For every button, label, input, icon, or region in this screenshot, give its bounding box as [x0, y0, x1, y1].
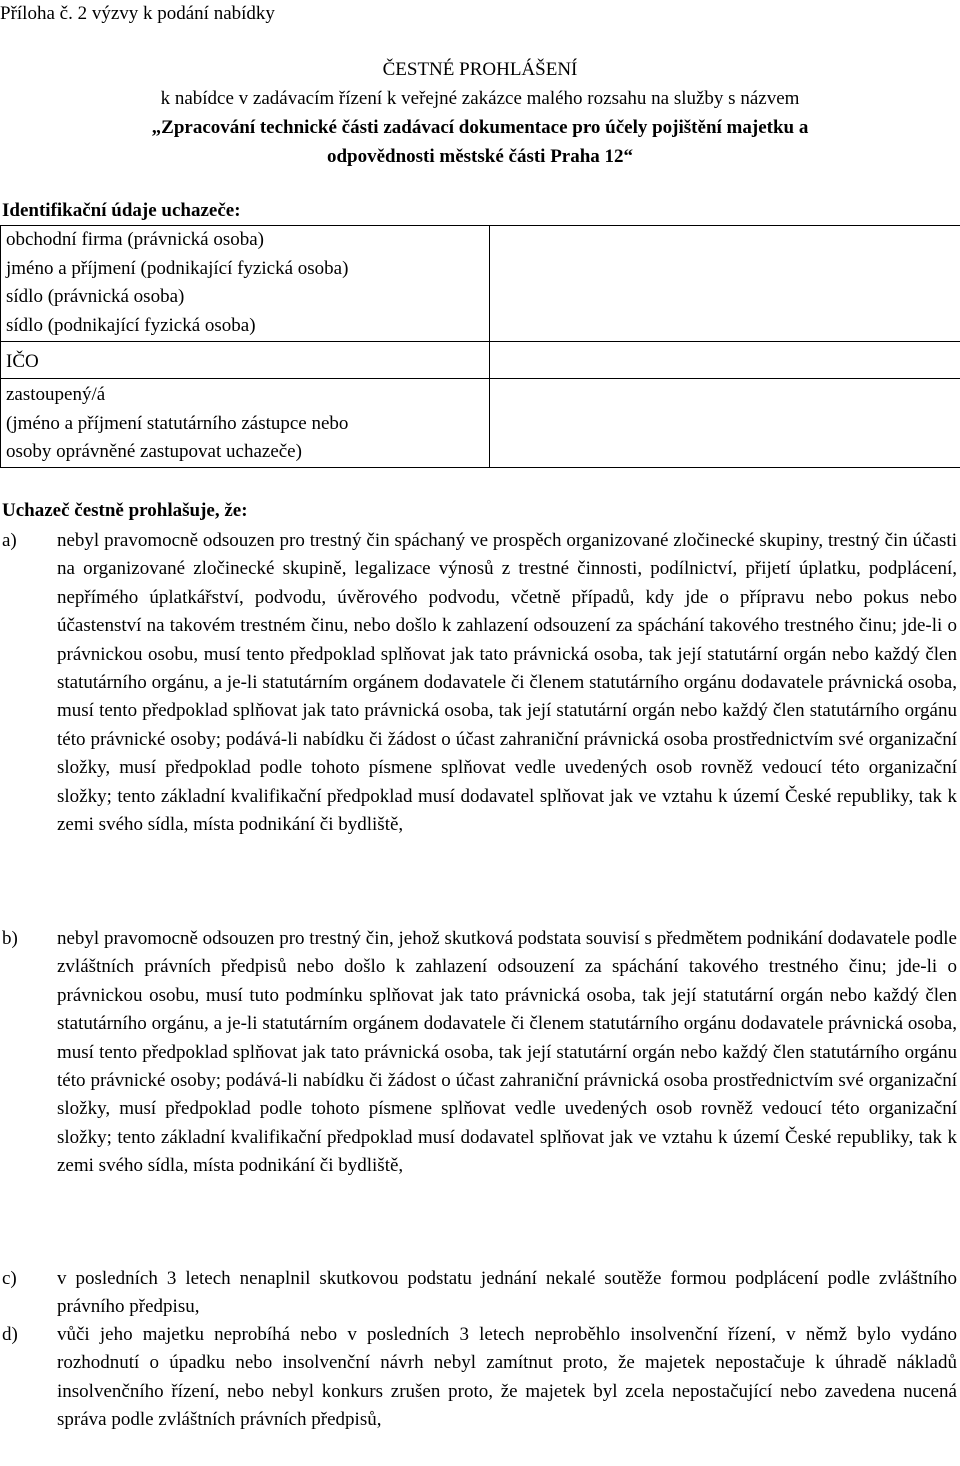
table-row — [1, 379, 960, 468]
contract-subject-line-1: „Zpracování technické části zadávací dokumentace pro účely pojištění majetku a — [151, 117, 809, 138]
document-title: ČESTNÉ PROHLÁŠENÍ — [382, 59, 578, 80]
item-letter: d) — [2, 1324, 18, 1345]
contract-subject-line-2: odpovědnosti městské části Praha 12“ — [326, 146, 634, 167]
table-label-cell — [1, 342, 490, 379]
item-letter: a) — [2, 530, 17, 551]
declaration-item-d — [0, 1321, 960, 1435]
declaration-item-a — [0, 527, 960, 839]
table-value-cell-ico[interactable] — [490, 342, 960, 379]
document-subtitle: k nabídce v zadávacím řízení k veřejné zakázce malého rozsahu na služby s názvem — [160, 88, 800, 109]
item-text: nebyl pravomocně odsouzen pro trestný čin, jehož skutková podstata souvisí s předmětem podnikání dodavatele podle zvláštních právních předpisů nebo došlo k zahlazení odsouzení za spáchání takového trestného činu; jde-li o právnickou osobu, musí tuto podmínku splňovat jak tato právnická osoba, tak její statutární orgán nebo každý člen statutárního orgánu, a je-li statutárním orgánem dodavatele či členem statutárního orgánu dodavatele právnická osoba, musí tento předpoklad splňovat jak tato právnická osoba, tak její statutární orgán nebo každý člen statutárního orgánu této právnické osoby; podává-li nabídku či žádost o účast zahraniční právnická osoba prostřednictvím své organizační složky, musí předpoklad podle tohoto písmene splňovat vedle uvedených osob rovněž vedoucí této organizační složky; tento základní kvalifikační předpoklad musí dodavatel splňovat jak ve vztahu k území České republiky, tak k zemi svého sídla, místa podnikání či bydliště, — [57, 928, 957, 1177]
identification-heading: Identifikační údaje uchazeče: — [2, 200, 241, 221]
item-text: nebyl pravomocně odsouzen pro trestný čin spáchaný ve prospěch organizované zločinecké skupiny, trestný čin účasti na organizované zločinecké skupině, legalizace výnosů z trestné činnosti, podílnictví, přijetí úplatku, podplácení, nepřímého úplatkářství, podvodu, úvěrového podvodu, včetně případů, kdy jde o přípravu nebo pokus nebo účastenství na takovém trestném činu, nebo došlo k zahlazení odsouzení za spáchání takového trestného činu; jde-li o právnickou osobu, musí tento předpoklad splňovat jak tato právnická osoba, tak její statutární orgán nebo každý člen statutárního orgánu, a je-li statutárním orgánem dodavatele či členem statutárního orgánu dodavatele právnická osoba, musí tento předpoklad splňovat jak tato právnická osoba, tak její statutární orgán nebo každý člen statutárního orgánu této právnické osoby; podává-li nabídku či žádost o účast zahraniční právnická osoba prostřednictvím své organizační složky, musí předpoklad podle tohoto písmene splňovat vedle uvedených osob rovněž vedoucí této organizační složky; tento základní kvalifikační předpoklad musí dodavatel splňovat jak ve vztahu k území České republiky, tak k zemi svého sídla, místa podnikání či bydliště, — [57, 530, 957, 836]
declaration-item-c — [0, 1265, 960, 1322]
label-represented-by: zastoupený/á — [6, 384, 106, 405]
declaration-item-b — [0, 925, 960, 1181]
table-row — [1, 342, 960, 379]
item-text: vůči jeho majetku neprobíhá nebo v posledních 3 letech neproběhlo insolvenční řízení, v němž bylo vydáno rozhodnutí o úpadku nebo insolvenční návrh nebyl zamítnut proto, že majetek nepostačuje k úhradě nákladů insolvenčního řízení, nebo nebyl konkurs zrušen proto, že majetek byl zcela nepostačující nebo zavedena nucená správa podle zvláštních právních předpisů, — [57, 1324, 957, 1431]
identification-table — [0, 225, 960, 468]
label-authorized-person: osoby oprávněné zastupovat uchazeče) — [6, 441, 302, 462]
table-label-cell — [1, 379, 490, 468]
table-value-cell-representative[interactable] — [490, 379, 960, 468]
annex-label: Příloha č. 2 výzvy k podání nabídky — [0, 3, 275, 24]
item-letter: b) — [2, 928, 18, 949]
declaration-heading: Uchazeč čestně prohlašuje, že: — [2, 500, 248, 521]
table-row — [1, 226, 960, 342]
label-company-name: obchodní firma (právnická osoba) — [6, 229, 264, 250]
label-representative-name: (jméno a příjmení statutárního zástupce nebo — [6, 412, 349, 434]
label-seat-legal-entity: sídlo (právnická osoba) — [6, 286, 185, 307]
item-text: v posledních 3 letech nenaplnil skutkovou podstatu jednání nekalé soutěže formou podplácení podle zvláštního právního předpisu, — [57, 1268, 957, 1318]
label-seat-natural-person: sídlo (podnikající fyzická osoba) — [6, 314, 256, 336]
table-value-cell-company[interactable] — [490, 226, 960, 342]
label-ico: IČO — [6, 351, 39, 372]
label-person-name: jméno a příjmení (podnikající fyzická osoba) — [6, 257, 349, 279]
table-label-cell — [1, 226, 490, 342]
item-letter: c) — [2, 1268, 17, 1289]
